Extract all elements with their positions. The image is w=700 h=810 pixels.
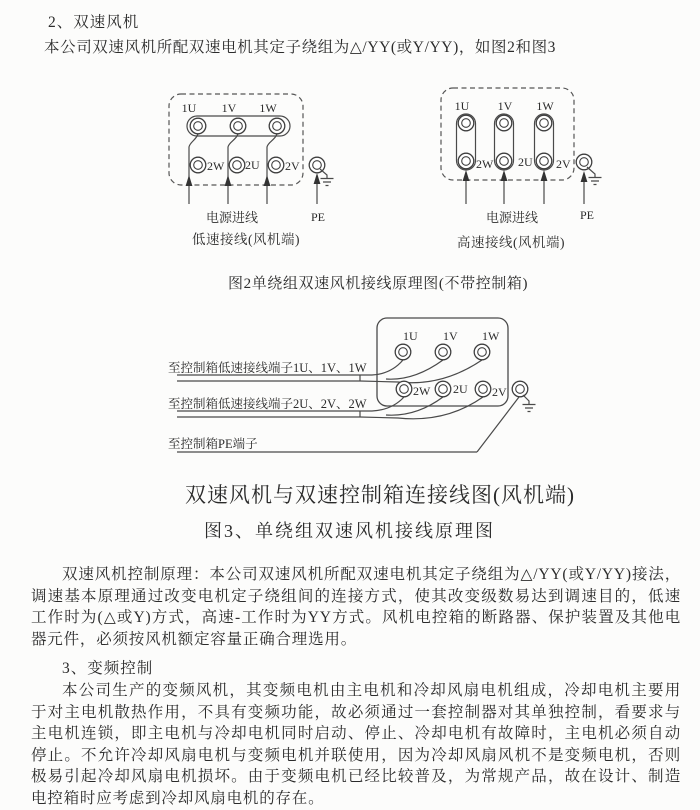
terminal-1w-inner bbox=[540, 119, 549, 128]
link-bar bbox=[495, 114, 514, 170]
lead-curve bbox=[372, 360, 403, 375]
fig2-low-speed-diagram bbox=[169, 94, 334, 247]
terminal-1w bbox=[269, 118, 285, 134]
terminal-1w-inner bbox=[478, 348, 487, 357]
terminal-label: 1U bbox=[181, 101, 197, 115]
section-2-heading: 2、双速风机 bbox=[48, 14, 140, 31]
lead-label-pe: 至控制箱PE端子 bbox=[168, 437, 258, 451]
terminal-2u-inner bbox=[439, 385, 448, 394]
terminal-label: 1V bbox=[221, 101, 237, 115]
terminal-1w-inner bbox=[273, 122, 282, 131]
terminal-1u-inner bbox=[194, 122, 203, 131]
power-wire bbox=[267, 134, 277, 204]
terminal-label: 2U bbox=[453, 382, 468, 396]
terminal-2w-inner bbox=[400, 385, 409, 394]
terminal-label: 2W bbox=[413, 384, 431, 398]
lead-curve bbox=[372, 397, 404, 411]
earth-ground-icon bbox=[587, 167, 602, 185]
terminal-1v bbox=[496, 115, 512, 131]
terminal-label: 1U bbox=[454, 99, 470, 113]
terminal-1v-inner bbox=[500, 119, 509, 128]
low-speed-caption: 低速接线(风机端) bbox=[192, 232, 300, 247]
terminal-1v bbox=[230, 118, 246, 134]
up-arrow-icon bbox=[501, 170, 508, 181]
terminal-2w bbox=[458, 153, 474, 169]
pe-terminal bbox=[512, 381, 528, 397]
terminal-2v bbox=[268, 157, 284, 173]
section-2-intro-text: 本公司双速风机所配双速电机其定子绕组为△/YY(或Y/YY)，如图2和图3 bbox=[44, 39, 557, 56]
terminal-label: 1V bbox=[443, 329, 458, 343]
pe-lead bbox=[477, 397, 519, 452]
terminal-2v bbox=[536, 153, 552, 169]
terminal-1w bbox=[536, 115, 552, 131]
terminal-1u bbox=[190, 118, 206, 134]
shorting-bar bbox=[187, 116, 290, 136]
up-arrow-icon bbox=[541, 170, 548, 181]
terminal-label: 1W bbox=[482, 329, 500, 343]
terminal-label: 2W bbox=[476, 157, 494, 171]
terminal-1v-inner bbox=[234, 122, 243, 131]
terminal-2u bbox=[229, 157, 245, 173]
pe-terminal-inner bbox=[516, 385, 525, 394]
terminal-2u-inner bbox=[500, 157, 509, 166]
terminal-box-outline bbox=[169, 94, 303, 185]
lead-curve bbox=[360, 397, 483, 419]
link-bar bbox=[457, 114, 476, 170]
terminal-label: 2W bbox=[207, 159, 225, 173]
terminal-2u bbox=[435, 381, 451, 397]
figure-3-caption: 图3、单绕组双速风机接线原理图 bbox=[204, 521, 495, 541]
terminal-1u-inner bbox=[462, 119, 471, 128]
up-arrow-icon bbox=[264, 175, 271, 186]
power-wire bbox=[189, 134, 198, 204]
terminal-label: 1W bbox=[259, 101, 277, 115]
terminal-label: 2V bbox=[285, 159, 300, 173]
terminal-1v bbox=[435, 344, 451, 360]
terminal-2u-inner bbox=[233, 161, 242, 170]
power-inlet-label: 电源进线 bbox=[205, 210, 259, 225]
terminal-2w bbox=[190, 157, 206, 173]
terminal-label: 2U bbox=[245, 158, 260, 172]
terminal-2w-inner bbox=[462, 157, 471, 166]
up-arrow-icon bbox=[463, 170, 470, 181]
terminal-label: 1W bbox=[536, 99, 554, 113]
terminal-2v-inner bbox=[540, 157, 549, 166]
power-wire bbox=[228, 134, 238, 204]
terminal-1u-inner bbox=[399, 348, 408, 357]
pe-terminal-inner bbox=[580, 158, 589, 167]
earth-ground-icon bbox=[523, 395, 536, 412]
terminal-2v-inner bbox=[272, 161, 281, 170]
terminal-label: 2V bbox=[492, 385, 507, 399]
paragraph-dual-speed-principle: 双速风机控制原理：本公司双速风机所配双速电机其定子绕组为△/YY(或Y/YY)接法，调速基本原理通过改变电机定子绕组间的连接方式，使其改变级数易达到调速目的，低速工作时为(△或Y)方式，高速-工作时为YY方式。风机电控箱的断路器、保护装置及其他电器元件，必须按风机额定容量正确合理选用。 bbox=[31, 566, 681, 648]
link-bar bbox=[535, 114, 554, 170]
pe-label: PE bbox=[580, 208, 595, 222]
up-arrow-icon bbox=[186, 175, 193, 186]
terminal-1u bbox=[458, 115, 474, 131]
up-arrow-icon bbox=[225, 175, 232, 186]
lead-label-second-group: 至控制箱低速接线端子2U、2V、2W bbox=[168, 397, 367, 411]
lead-curve bbox=[386, 360, 443, 379]
terminal-label: 1V bbox=[497, 99, 513, 113]
earth-ground-icon bbox=[320, 169, 334, 186]
up-arrow-icon bbox=[314, 173, 321, 184]
pe-label: PE bbox=[311, 210, 326, 224]
lead-label-low-speed: 至控制箱低速接线端子1U、1V、1W bbox=[168, 361, 367, 375]
terminal-label: 1U bbox=[403, 329, 418, 343]
terminal-1u bbox=[395, 344, 411, 360]
pe-terminal bbox=[309, 157, 325, 173]
fig3-diagram bbox=[168, 318, 536, 452]
power-inlet-label: 电源进线 bbox=[485, 210, 539, 225]
terminal-box-outline bbox=[377, 318, 508, 406]
high-speed-caption: 高速接线(风机端) bbox=[457, 235, 565, 250]
pe-terminal bbox=[576, 154, 592, 170]
lead-curve bbox=[360, 360, 482, 383]
paragraph-vfd-control: 本公司生产的变频风机，其变频电机由主电机和冷却风扇电机组成，冷却电机主要用于对主电机散热作用，不具有变频功能，故必须通过一套控制器对其单独控制，看要求与主电机连锁，即主电机与冷却电机同时启动、停止、冷却电机有故障时，主电机必须自动停止。不允许冷却风扇电机与变频电机并联使用，因为冷却风扇风机不是变频电机，否则极易引起冷却风扇电机损坏。由于变频电机已经比较普及，为常规产品，故在设计、制造电控箱时应考虑到冷却风扇电机的存在。 bbox=[31, 682, 681, 807]
terminal-2u bbox=[496, 153, 512, 169]
pe-terminal-inner bbox=[313, 161, 322, 170]
fig2-high-speed-diagram bbox=[441, 88, 602, 250]
terminal-1w bbox=[474, 344, 490, 360]
terminal-box-outline bbox=[441, 88, 574, 180]
up-arrow-icon bbox=[581, 171, 588, 182]
terminal-2v bbox=[475, 381, 491, 397]
section-3-heading: 3、变频控制 bbox=[62, 660, 154, 677]
figure-2-caption: 图2单绕组双速风机接线原理图(不带控制箱) bbox=[228, 276, 529, 292]
figure-3-title: 双速风机与双速控制箱连接线图(风机端) bbox=[185, 483, 575, 507]
lead-curve bbox=[386, 397, 443, 415]
terminal-2w bbox=[396, 381, 412, 397]
terminal-2v-inner bbox=[479, 385, 488, 394]
terminal-2w-inner bbox=[194, 161, 203, 170]
terminal-label: 2V bbox=[556, 157, 571, 171]
terminal-1v-inner bbox=[439, 348, 448, 357]
terminal-label: 2U bbox=[518, 155, 533, 169]
